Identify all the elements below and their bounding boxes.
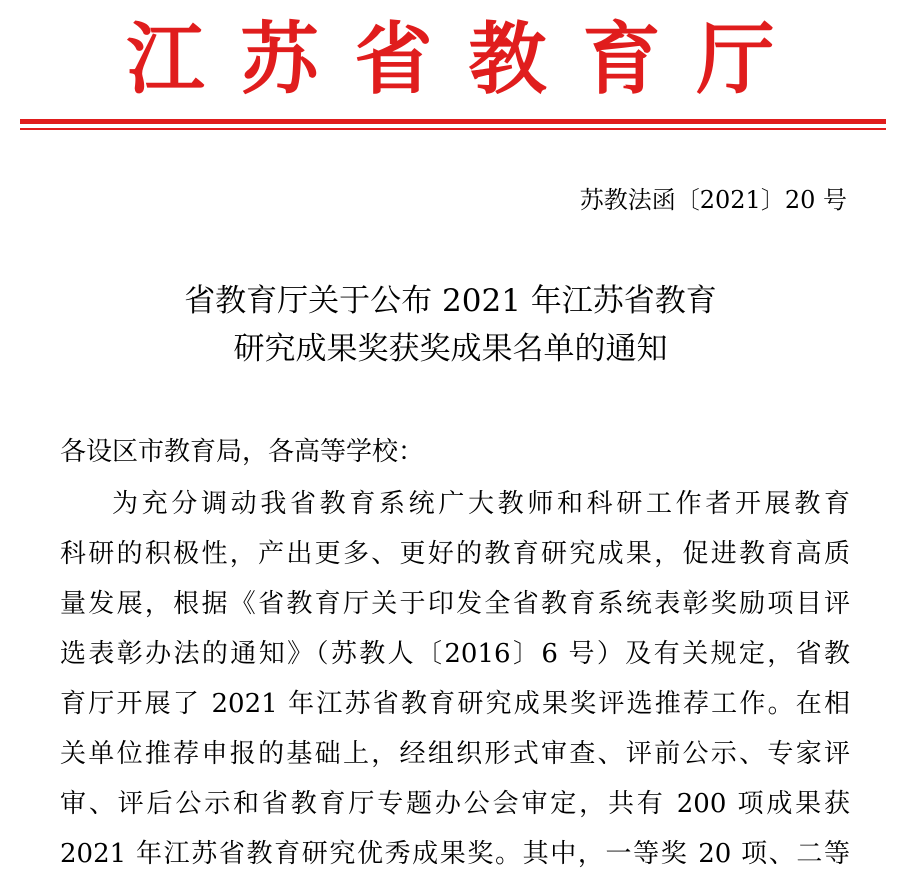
header-rule-thin	[20, 128, 886, 130]
body-line: 选表彰办法的通知》（苏教人〔2016〕6 号）及有关规定，省教	[60, 639, 850, 669]
document-number: 苏教法函〔2021〕20 号	[579, 186, 847, 214]
body-line: 为充分调动我省教育系统广大教师和科研工作者开展教育	[112, 489, 850, 519]
body-paragraph	[60, 479, 850, 879]
body-line: 科研的积极性，产出更多、更好的教育研究成果，促进教育高质	[60, 539, 850, 569]
header-rule-thick	[20, 119, 886, 124]
agency-masthead: 江苏省教育厅	[126, 14, 811, 105]
title-line-2: 研究成果奖获奖成果名单的通知	[233, 331, 668, 367]
body-line: 审、评后公示和省教育厅专题办公会审定，共有 200 项成果获	[60, 789, 850, 819]
title-line-1: 省教育厅关于公布 2021 年江苏省教育	[184, 283, 717, 319]
body-line: 育厅开展了 2021 年江苏省教育研究成果奖评选推荐工作。在相	[60, 689, 850, 719]
body-line: 量发展，根据《省教育厅关于印发全省教育系统表彰奖励项目评	[60, 589, 850, 619]
salutation: 各设区市教育局，各高等学校：	[60, 437, 425, 467]
body-line: 2021 年江苏省教育研究优秀成果奖。其中，一等奖 20 项、二等	[60, 839, 850, 869]
body-line: 关单位推荐申报的基础上，经组织形式审查、评前公示、专家评	[60, 739, 850, 769]
document-title	[0, 277, 901, 373]
